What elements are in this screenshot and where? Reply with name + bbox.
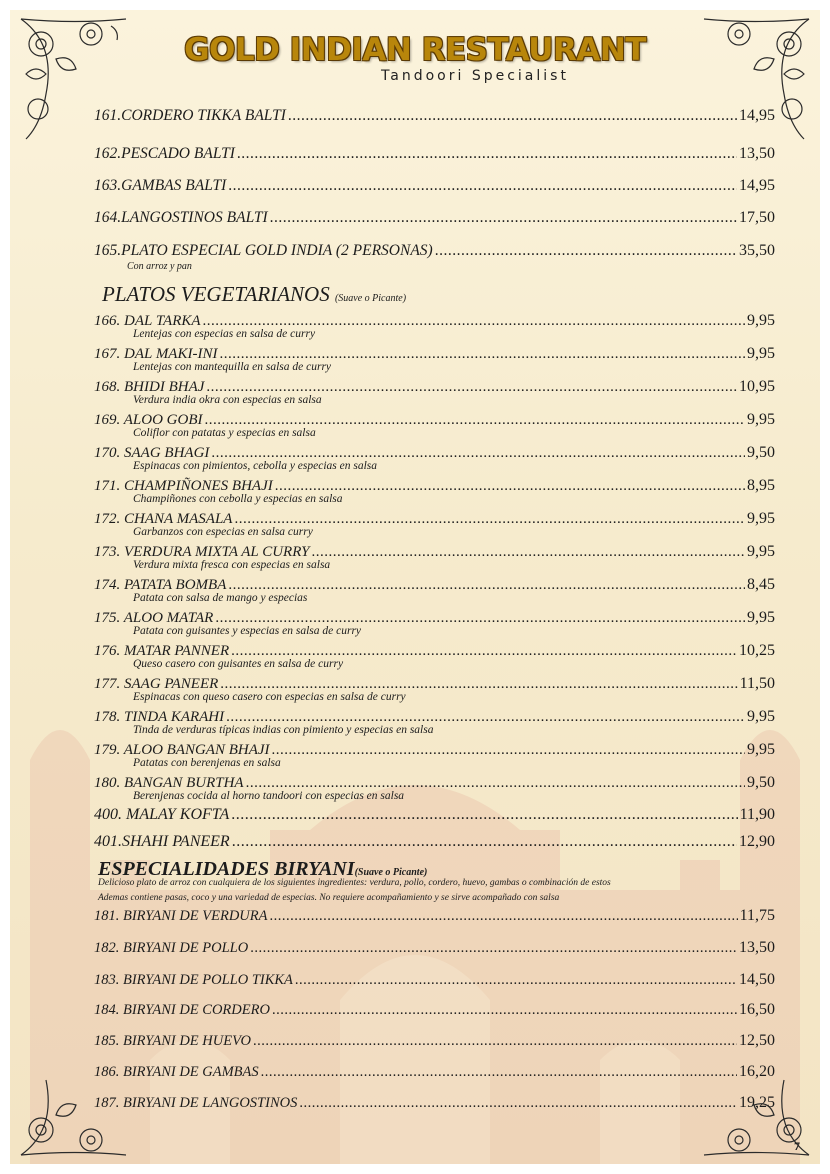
item-name: 187. BIRYANI DE LANGOSTINOS [94, 1095, 298, 1111]
item-name: 166. DAL TARKA [94, 313, 201, 329]
item-price: 17,50 [739, 209, 775, 226]
item-price: 14,95 [739, 177, 775, 194]
item-price: 10,25 [739, 642, 775, 659]
item-description: Lentejas con mantequilla en salsa de curry [133, 361, 332, 373]
item-price: 9,50 [747, 444, 775, 461]
menu-item [94, 477, 775, 505]
item-name: 183. BIRYANI DE POLLO TIKKA [94, 972, 293, 988]
item-price: 9,95 [747, 312, 775, 329]
section-intro: Delicioso plato de arroz con cualquiera de los siguientes ingredientes: verdura, pollo, cordero, huevo, gambas o combinación de estos [98, 878, 611, 888]
section-intro: Ademas contiene pasas, coco y una variedad de especias. No requiere acompañamiento y se sirve acompañado con salsa [98, 893, 560, 903]
item-price: 12,90 [739, 833, 775, 850]
page-number: 7 [794, 1139, 800, 1153]
item-name: 174. PATATA BOMBA [94, 577, 227, 593]
item-price: 14,95 [739, 107, 775, 124]
item-name: 401.SHAHI PANEER [94, 833, 230, 850]
item-price: 11,50 [739, 675, 775, 692]
item-name: 185. BIRYANI DE HUEVO [94, 1033, 251, 1049]
menu-item [94, 144, 775, 164]
section-title-text: PLATOS VEGETARIANOS [102, 282, 330, 306]
item-description: Coliflor con patatas y especias en salsa [133, 427, 316, 439]
item-name: 170. SAAG BHAGI [94, 445, 210, 461]
item-name: 162.PESCADO BALTI [94, 145, 235, 162]
menu-item [94, 906, 775, 926]
menu-item [94, 1000, 775, 1020]
item-price: 9,50 [747, 774, 775, 791]
item-description: Tinda de verduras típicas indias con pimiento y especias en salsa [133, 724, 434, 736]
item-name: 184. BIRYANI DE CORDERO [94, 1002, 270, 1018]
item-description: Patatas con berenjenas en salsa [133, 757, 281, 769]
menu-item [94, 378, 775, 406]
menu-item [94, 833, 775, 851]
item-name: 161.CORDERO TIKKA BALTI [94, 107, 286, 124]
menu-item [94, 642, 775, 670]
item-name: 176. MATAR PANNER [94, 643, 230, 659]
menu-item [94, 1093, 775, 1113]
item-price: 8,95 [747, 477, 775, 494]
item-description: Espinacas con queso casero con especias en salsa de curry [133, 691, 406, 703]
item-name: 165.PLATO ESPECIAL GOLD INDIA (2 PERSONAS) [94, 242, 433, 259]
item-price: 19,25 [739, 1094, 775, 1111]
menu-item [94, 1031, 775, 1051]
item-description: Verdura mixta fresca con especias en salsa [133, 559, 331, 571]
menu-item [94, 1062, 775, 1082]
item-name: 167. DAL MAKI-INI [94, 346, 218, 362]
restaurant-title: GOLD INDIAN RESTAURANT [184, 32, 646, 68]
item-price: 9,95 [747, 609, 775, 626]
item-description: Con arroz y pan [127, 261, 192, 272]
item-description: Patata con guisantes y especias en salsa de curry [133, 625, 362, 637]
item-name: 178. TINDA KARAHI [94, 709, 225, 725]
menu-item [94, 806, 775, 824]
section-title-text: ESPECIALIDADES BIRYANI [98, 858, 355, 880]
section-note: (Suave o Picante) [354, 867, 428, 878]
menu-item [94, 609, 775, 637]
menu-item [94, 411, 775, 439]
item-description: Espinacas con pimientos, cebolla y especias en salsa [133, 460, 378, 472]
item-price: 9,95 [747, 345, 775, 362]
menu-item [94, 543, 775, 571]
menu-item [94, 208, 775, 228]
menu-item [94, 675, 775, 703]
section-note: (Suave o Picante) [334, 293, 407, 304]
item-name: 172. CHANA MASALA [94, 511, 233, 527]
item-name: 186. BIRYANI DE GAMBAS [94, 1064, 259, 1080]
menu-header [10, 32, 820, 84]
item-price: 16,50 [739, 1001, 775, 1018]
menu-item [94, 708, 775, 736]
item-price: 9,95 [747, 543, 775, 560]
menu-item [94, 241, 775, 273]
menu-item [94, 345, 775, 373]
item-price: 8,45 [747, 576, 775, 593]
restaurant-subtitle: Tandoori Specialist [381, 68, 569, 84]
item-name: 400. MALAY KOFTA [94, 806, 230, 823]
item-description: Queso casero con guisantes en salsa de curry [133, 658, 344, 670]
item-description: Lentejas con especias en salsa de curry [133, 328, 316, 340]
item-name: 164.LANGOSTINOS BALTI [94, 209, 268, 226]
item-price: 9,95 [747, 741, 775, 758]
item-price: 9,95 [747, 510, 775, 527]
menu-item [94, 938, 775, 958]
item-price: 35,50 [739, 242, 775, 259]
menu-item [94, 106, 775, 126]
item-description: Garbanzos con especias en salsa curry [133, 526, 313, 538]
item-name: 163.GAMBAS BALTI [94, 177, 227, 194]
item-description: Patata con salsa de mango y especias [133, 592, 308, 604]
item-price: 12,50 [739, 1032, 775, 1049]
item-price: 16,20 [739, 1063, 775, 1080]
menu-item [94, 741, 775, 769]
menu-item [94, 774, 775, 802]
item-price: 13,50 [739, 145, 775, 162]
item-name: 179. ALOO BANGAN BHAJI [94, 742, 270, 758]
item-name: 175. ALOO MATAR [94, 610, 214, 626]
menu-page [10, 10, 820, 1164]
item-price: 9,95 [747, 411, 775, 428]
item-description: Berenjenas cocida al horno tandoori con especias en salsa [133, 790, 405, 802]
item-name: 169. ALOO GOBI [94, 412, 203, 428]
item-name: 177. SAAG PANEER [94, 676, 219, 692]
item-price: 10,95 [739, 378, 775, 395]
menu-item [94, 176, 775, 196]
item-name: 180. BANGAN BURTHA [94, 775, 244, 791]
item-name: 182. BIRYANI DE POLLO [94, 940, 249, 956]
item-name: 168. BHIDI BHAJ [94, 379, 205, 395]
section-title-vegetarian [102, 281, 406, 312]
item-price: 14,50 [739, 971, 775, 988]
item-name: 173. VERDURA MIXTA AL CURRY [94, 544, 310, 560]
item-price: 9,95 [747, 708, 775, 725]
menu-item [94, 444, 775, 472]
item-description: Verdura india okra con especias en salsa [133, 394, 322, 406]
menu-item [94, 576, 775, 604]
item-name: 181. BIRYANI DE VERDURA [94, 908, 268, 924]
item-description: Champiñones con cebolla y especias en salsa [133, 493, 343, 505]
menu-item [94, 312, 775, 340]
item-price: 11,75 [739, 907, 775, 924]
item-price: 11,90 [739, 806, 775, 823]
menu-item [94, 970, 775, 990]
item-price: 13,50 [739, 939, 775, 956]
item-name: 171. CHAMPIÑONES BHAJI [94, 478, 273, 494]
menu-item [94, 510, 775, 538]
